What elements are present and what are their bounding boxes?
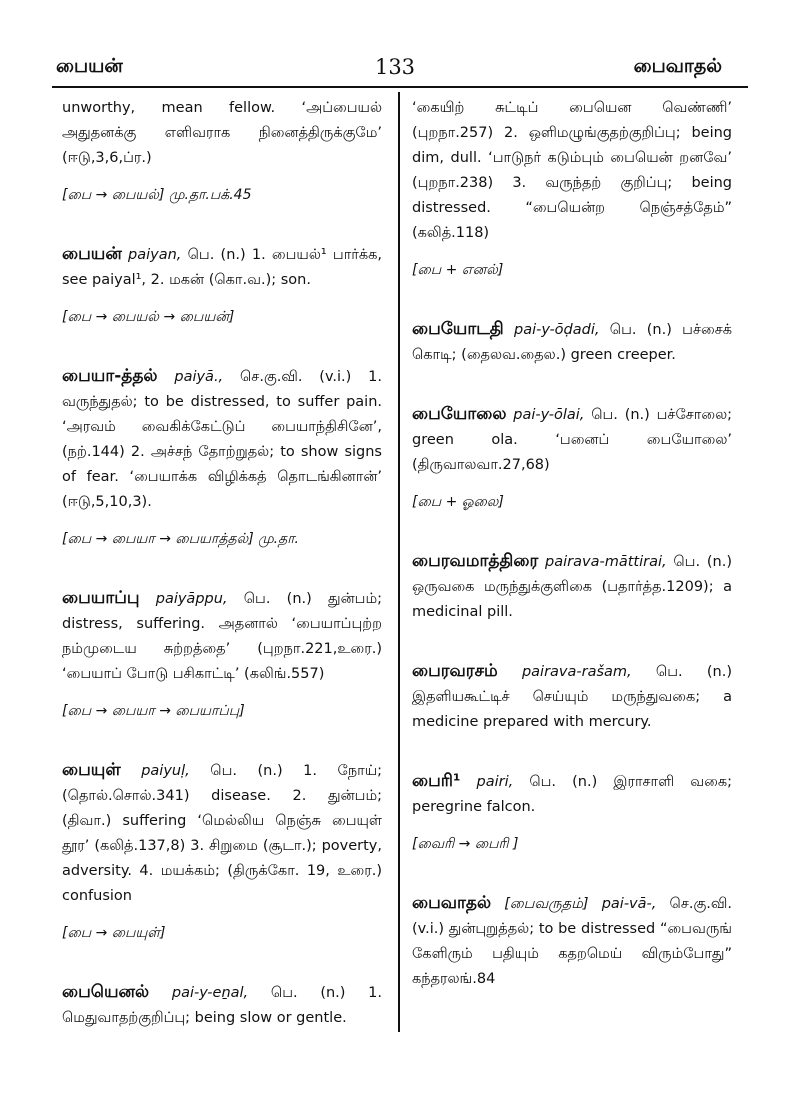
etymology: [பை + எனல்] [412,262,504,278]
entry-body: பெ. (n.) 1. நோய்; (தொல்.சொல்.341) disease. 2. துன்பம்; (திவா.) suffering ‘மெல்லிய நெஞ்சு பையுள் தூர’ (கலித்.137,8) 3. சிறுமை (சூடா.); poverty, adversity. 4. மயக்கம்; (திருக்கோ. 19, உரை.) confusion [62,763,383,904]
dictionary-entry [62,586,382,724]
dictionary-entry [412,659,732,735]
headword: பைரி¹ [412,771,461,791]
headword: பையோலை [412,404,507,424]
header-right-word: பைவாதல் [633,55,722,77]
entry-body: செ.கு.வி. (v.i.) துன்புறுத்தல்; to be distressed “பைவருங் கேளிரும் பதியும் கதறமெய் விரும்போது” கந்தரலங்.84 [412,896,732,987]
column-divider [398,92,400,1032]
entry-body: பெ. (n.) ஒருவகை மருந்துக்குளிகை (பதார்த்த.1209); a medicinal pill. [412,554,732,620]
dictionary-entry [412,317,732,368]
continued-entry [412,96,732,283]
headword: பைவாதல் [412,893,492,913]
etymology: [பை + ஓலை] [412,494,504,510]
headword: பையெனல் [62,982,150,1002]
dictionary-entry [412,402,732,515]
dictionary-entry [62,758,382,946]
entry-body: செ.கு.வி. (v.i.) 1. வருந்துதல்; to be distressed, to suffer pain. ‘அரவம் வைகிக்கேட்டுப் பையாந்திசினே’, (நற்.144) 2. அச்சந் தோற்றுதல்; to show signs of fear. ‘பையாக்க விழிக்கத் தொடங்கினான்’ (ஈடு,5,10,3). [62,369,382,510]
etymology: [வைரி → பைரி ] [412,836,519,852]
entry-body: பெ. (n.) இராசாளி வகை; peregrine falcon. [412,774,733,815]
transliteration: pairava-māttirai, [545,554,667,570]
transliteration: pairava-rašam, [521,664,632,680]
left-column [62,96,382,1031]
page-header [0,0,800,92]
dictionary-entry [412,549,732,625]
transliteration: paiyāppu, [155,591,228,607]
entry-body: பெ. (n.) 1. மெதுவாதற்குறிப்பு; being slow or gentle. [62,985,382,1026]
header-left-word: பையன் [56,55,123,77]
right-column [412,96,732,992]
headword: பைரவமாத்திரை [412,551,539,571]
dictionary-entry [62,980,382,1031]
headword: பையுள் [62,760,121,780]
transliteration: pai-y-eṉal, [171,985,249,1001]
dictionary-entry [412,891,732,992]
etymology: [பை → பையல்] மு.தா.பக்.45 [62,187,252,203]
transliteration: paiyuḷ, [141,763,190,779]
entry-body: பெ. (n.) பச்சோலை; green ola. ‘பனைப் பையோலை’ (திருவாலவா.27,68) [412,407,733,473]
entry-body: பெ. (n.) 1. பையல்¹ பார்க்க, see paiyal¹, 2. மகன் (கொ.வ.); son. [62,247,383,288]
dictionary-entry [62,242,382,330]
transliteration: paiyā., [174,369,224,385]
transliteration: [பைவருதம்] pai-vā-, [504,896,657,912]
headword: பையா-த்தல் [62,366,158,386]
headword: பையன் [62,244,122,264]
entry-body: பெ. (n.) பச்சைக் கொடி; (தைலவ.தைல.) green creeper. [412,322,733,363]
entry-body: unworthy, mean fellow. ‘அப்பையல் அதுதனக்கு எளிவராக நினைத்திருக்குமே’ (ஈடு,3,6,ப்ர.) [62,100,382,166]
entry-body: பெ. (n.) இதளியகூட்டிச் செய்யும் மருந்துவகை; a medicine prepared with mercury. [412,664,732,730]
header-rule [52,86,748,88]
etymology: [பை → பையா → பையாத்தல்] மு.தா. [62,531,300,547]
transliteration: paiyan, [128,247,182,263]
entry-body: ‘கையிற் சுட்டிப் பையென வெண்ணி’ (புறநா.257) 2. ஒளிமழுங்குதற்குறிப்பு; being dim, dull. ‘பாடுநர் கடும்பும் பையென் றனவே’ (புறநா.238) 3. வருந்தற் குறிப்பு; being distressed. “பையென்ற நெஞ்சத்தேம்” (கலித்.118) [412,100,732,241]
headword: பைரவரசம் [412,661,498,681]
etymology: [பை → பையா → பையாப்பு] [62,703,245,719]
transliteration: pairi, [476,774,514,790]
dictionary-entry [412,769,732,857]
continued-entry [62,96,382,208]
transliteration: pai-y-ōḍadi, [514,322,600,338]
headword: பையாப்பு [62,588,140,608]
etymology: [பை → பையல் → பையன்] [62,309,235,325]
entry-body: பெ. (n.) துன்பம்; distress, suffering. அதனால் ‘பையாப்புற்ற நம்முடைய சுற்றத்தை’ (புறநா.221,உரை.) ‘பையாப் போடு பசிகாட்டி’ (கலிங்.557) [62,591,383,682]
etymology: [பை → பையுள்] [62,925,166,941]
page-number: 133 [374,55,416,79]
headword: பையோடதி [412,319,504,339]
dictionary-entry [62,364,382,552]
transliteration: pai-y-ōlai, [513,407,585,423]
